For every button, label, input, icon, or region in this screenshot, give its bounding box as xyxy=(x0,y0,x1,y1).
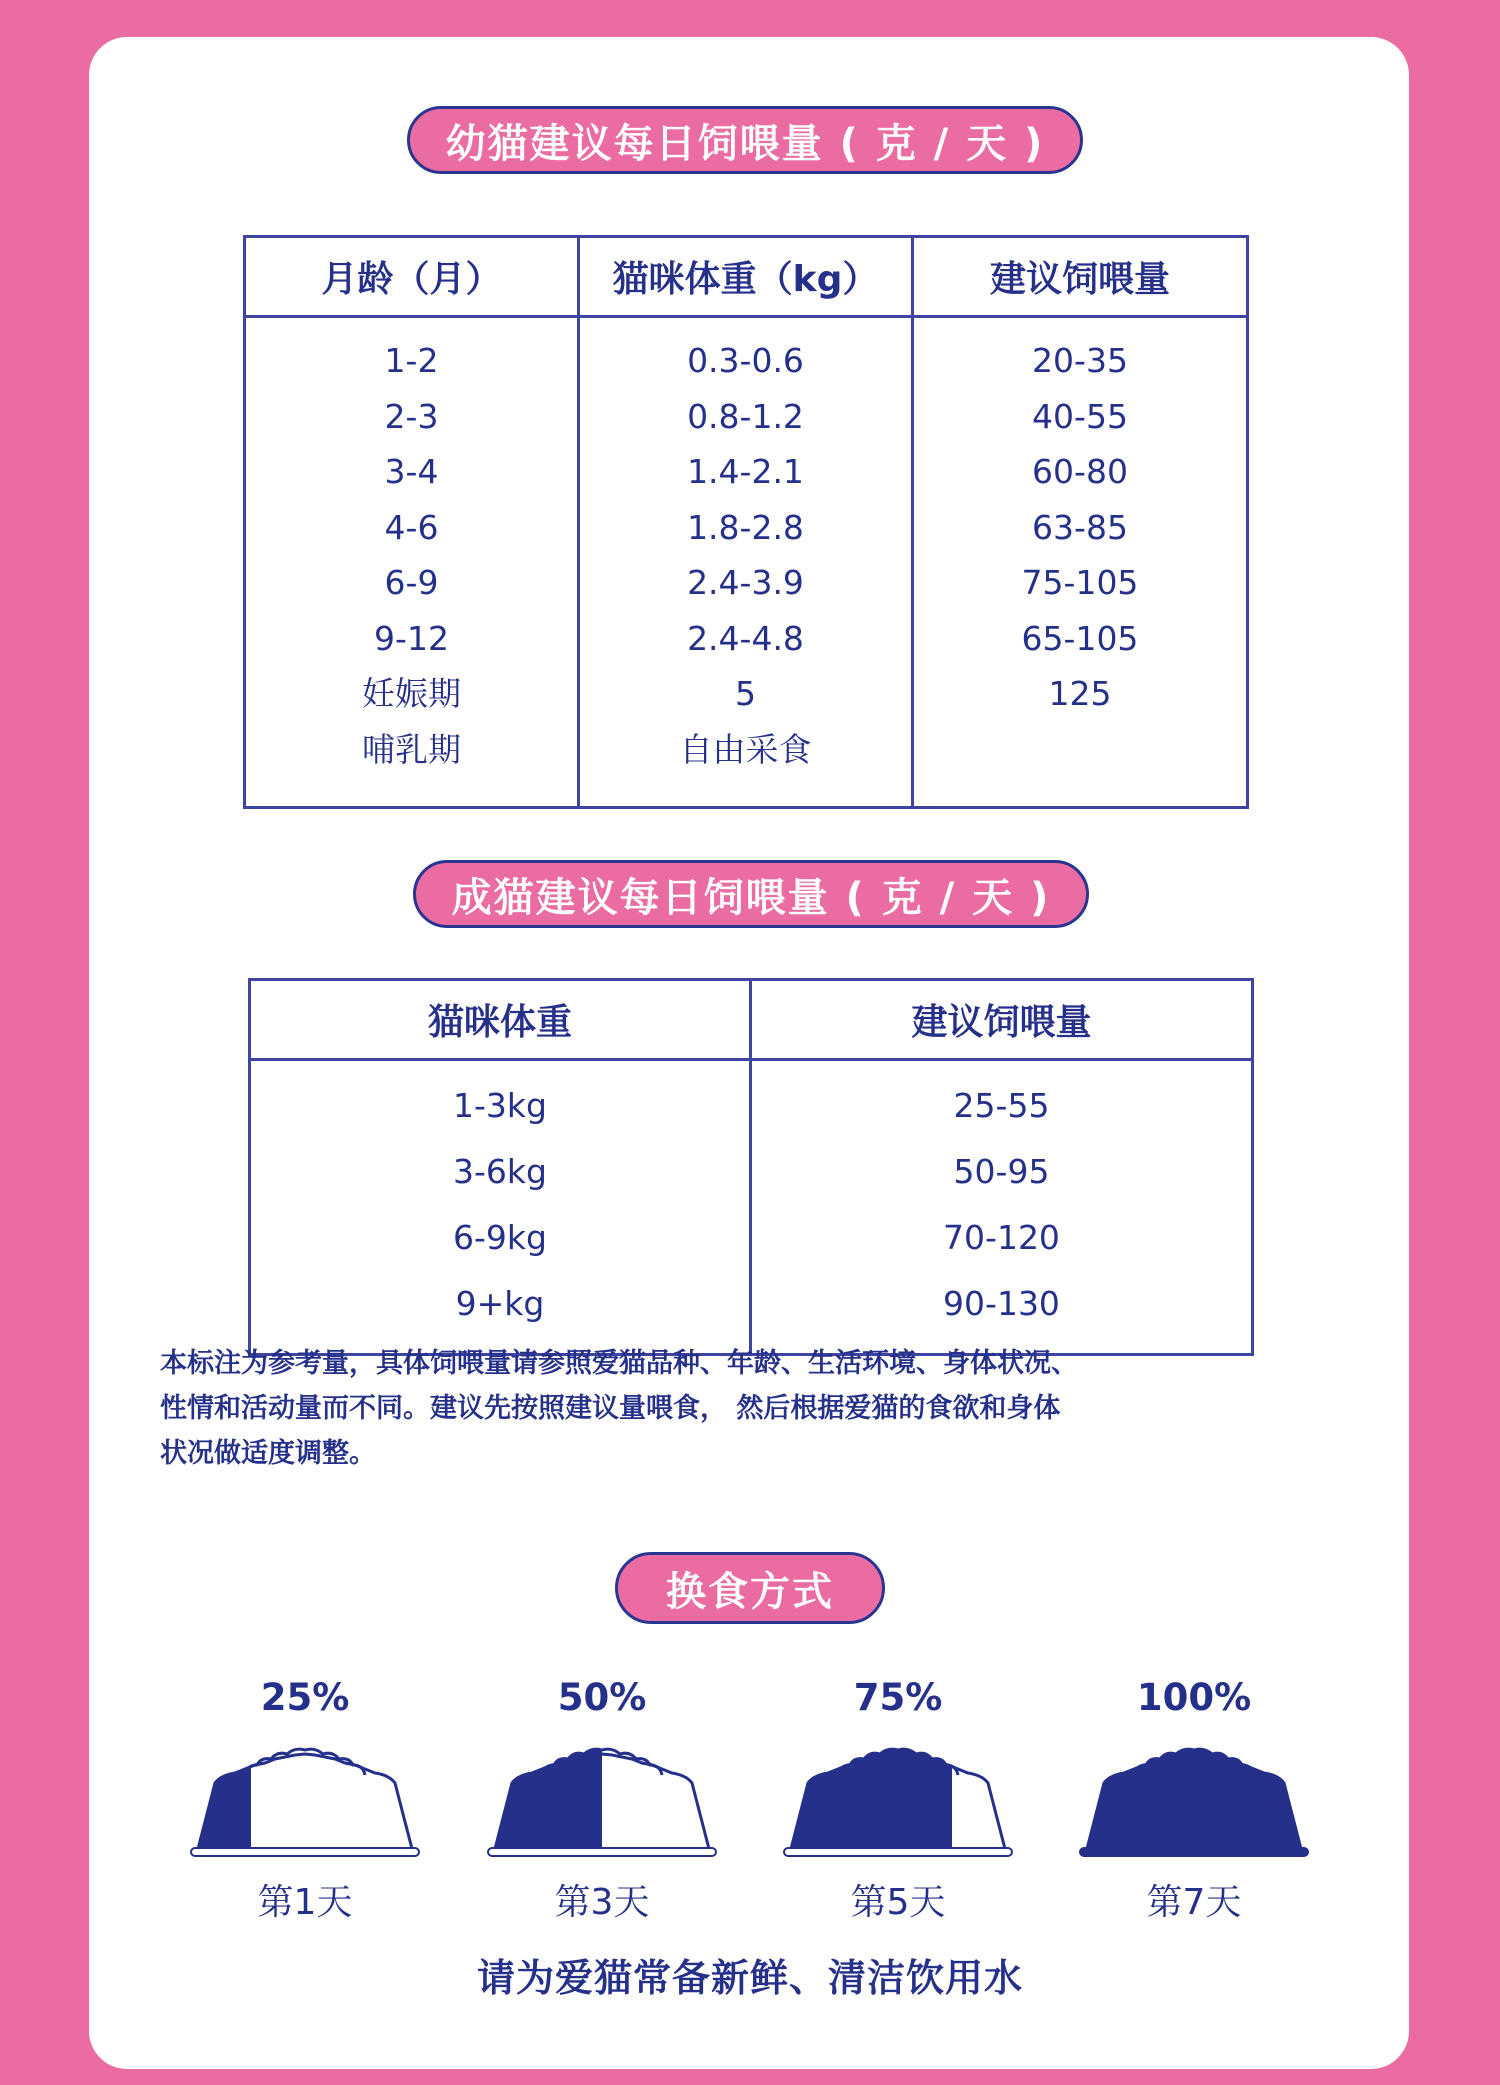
weight-cell: 9+kg xyxy=(455,1284,545,1323)
weight-cell: 1.4-2.1 xyxy=(687,452,804,491)
amount-cell: 70-120 xyxy=(943,1218,1060,1257)
step-day: 第5天 xyxy=(850,1882,946,1923)
weight-column xyxy=(579,317,913,808)
table-body-row xyxy=(250,1060,1253,1355)
amount-column xyxy=(751,1060,1253,1355)
weight-cell: 自由采食 xyxy=(679,729,812,769)
adult-feeding-table xyxy=(248,978,1254,1356)
step-percent: 75% xyxy=(853,1676,943,1719)
note-line: 本标注为参考量，具体饲喂量请参照爱猫品种、年龄、生活环境、身体状况、 xyxy=(160,1348,1078,1379)
age-cell: 2-3 xyxy=(384,396,439,436)
table-header-row xyxy=(245,237,1248,317)
water-reminder: 请为爱猫常备新鲜、清洁饮用水 xyxy=(476,1956,1023,2000)
step-percent: 50% xyxy=(557,1676,647,1719)
bowl-icon xyxy=(482,1735,722,1860)
header-amount: 建议饲喂量 xyxy=(913,237,1248,317)
note-line: 状况做适度调整。 xyxy=(160,1438,376,1469)
step-day: 第7天 xyxy=(1146,1882,1242,1923)
kitten-title: 幼猫建议每日饲喂量 ( 克 / 天 ) xyxy=(445,120,1045,167)
weight-cell: 1-3kg xyxy=(453,1086,547,1125)
weight-cell: 5 xyxy=(735,674,756,713)
amount-cell: 125 xyxy=(1048,674,1112,713)
amount-cell: 60-80 xyxy=(1032,452,1128,491)
amount-column xyxy=(913,317,1248,808)
weight-cell: 2.4-3.9 xyxy=(687,563,804,602)
weight-column xyxy=(250,1060,751,1355)
kitten-title-badge xyxy=(407,106,1083,174)
age-cell: 6-9 xyxy=(384,563,439,602)
kitten-feeding-table xyxy=(243,235,1249,809)
note-line: 性情和活动量而不同。建议先按照建议量喂食， 然后根据爱猫的食欲和身体 xyxy=(160,1393,1061,1424)
amount-cell: 90-130 xyxy=(943,1284,1060,1323)
amount-cell: 63-85 xyxy=(1032,507,1128,547)
age-cell: 3-4 xyxy=(384,452,439,491)
weight-cell: 6-9kg xyxy=(453,1218,547,1257)
header-age: 月龄（月） xyxy=(245,237,579,317)
bowl-icon xyxy=(778,1735,1018,1860)
header-amount: 建议饲喂量 xyxy=(751,980,1253,1060)
age-column xyxy=(245,317,579,808)
bowl-icon xyxy=(1074,1735,1314,1860)
adult-title-badge xyxy=(413,860,1089,928)
header-weight: 猫咪体重（kg） xyxy=(579,237,913,317)
step-day: 第1天 xyxy=(257,1882,353,1923)
amount-cell: 75-105 xyxy=(1021,563,1139,602)
header-weight: 猫咪体重 xyxy=(250,980,751,1060)
table-header-row xyxy=(250,980,1253,1060)
feeding-note xyxy=(160,1341,1280,1476)
age-cell: 妊娠期 xyxy=(362,674,461,713)
age-cell: 哺乳期 xyxy=(362,729,461,769)
amount-cell: 40-55 xyxy=(1032,396,1128,436)
transition-title-badge xyxy=(615,1552,885,1624)
transition-title: 换食方式 xyxy=(666,1568,834,1615)
bowl-icon xyxy=(185,1735,425,1860)
age-cell: 9-12 xyxy=(374,618,449,658)
amount-cell: 20-35 xyxy=(1032,341,1128,380)
weight-cell: 2.4-4.8 xyxy=(687,618,804,658)
age-cell: 4-6 xyxy=(384,507,439,547)
amount-cell: 25-55 xyxy=(953,1086,1050,1125)
weight-cell: 3-6kg xyxy=(453,1152,547,1191)
age-cell: 1-2 xyxy=(384,341,439,380)
weight-cell: 0.8-1.2 xyxy=(687,396,804,436)
weight-cell: 0.3-0.6 xyxy=(687,341,804,380)
adult-title: 成猫建议每日饲喂量 ( 克 / 天 ) xyxy=(451,874,1051,921)
amount-cell: 65-105 xyxy=(1021,618,1139,658)
table-body-row xyxy=(245,317,1248,808)
step-percent: 100% xyxy=(1136,1676,1252,1719)
step-day: 第3天 xyxy=(554,1882,650,1923)
amount-cell: 50-95 xyxy=(953,1152,1050,1191)
weight-cell: 1.8-2.8 xyxy=(687,507,804,547)
amount-cell xyxy=(914,722,1246,778)
step-percent: 25% xyxy=(260,1676,350,1719)
